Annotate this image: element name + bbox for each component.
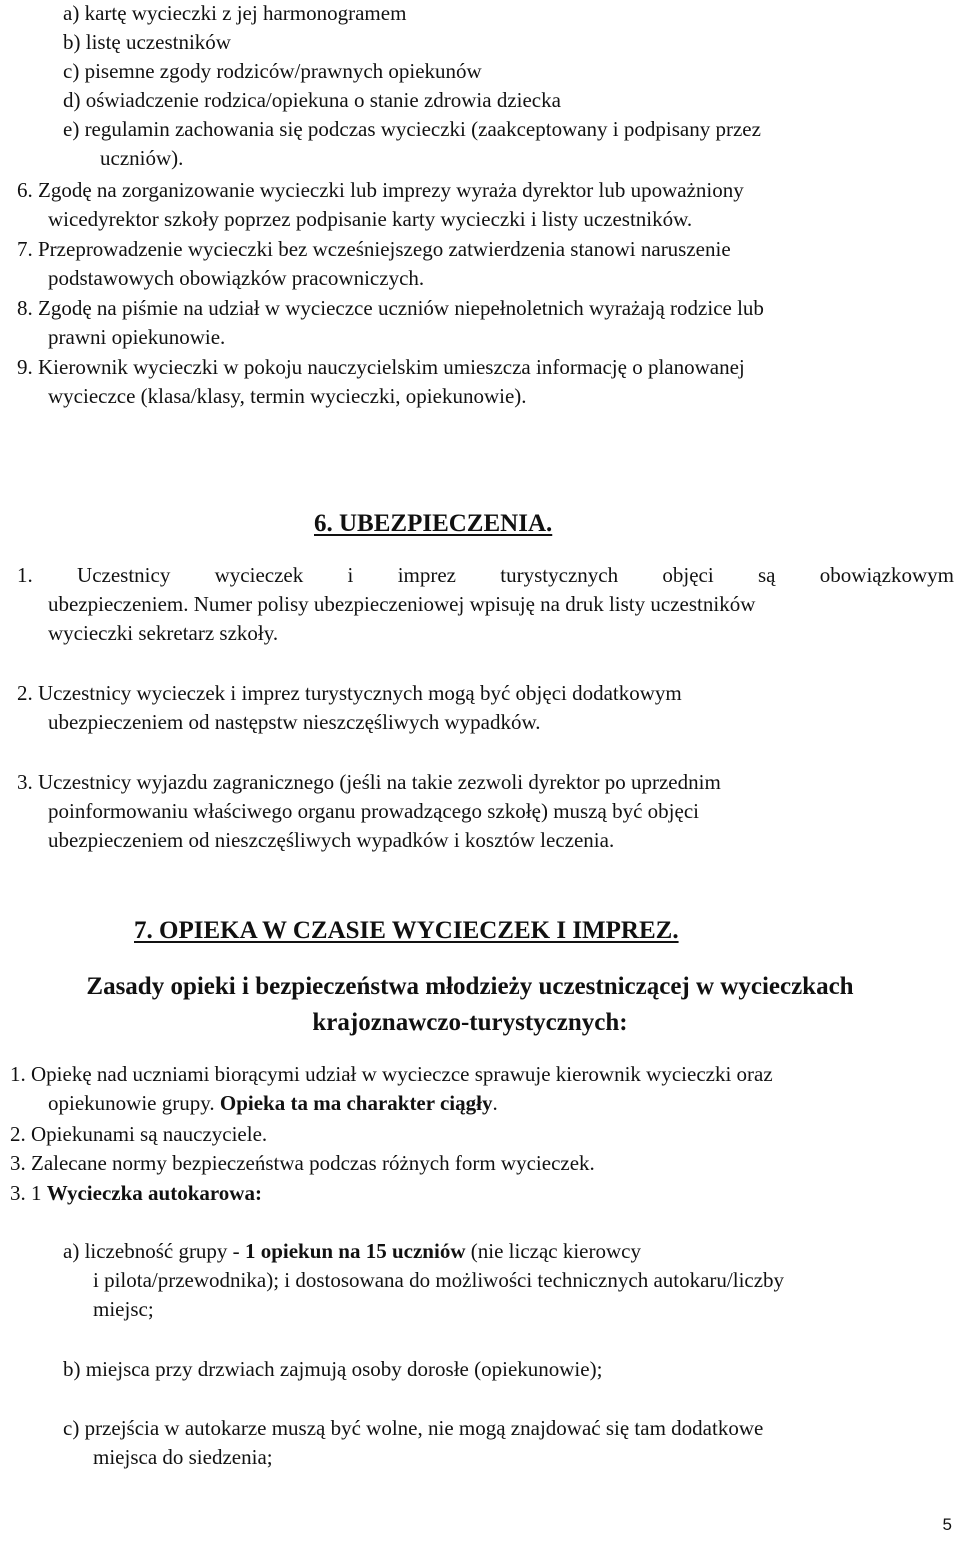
bus-rule-b: b) miejsca przy drzwiach zajmują osoby dorosłe (opiekunowie); bbox=[63, 1357, 603, 1381]
insurance-paragraph-2: 2. Uczestnicy wycieczek i imprez turystycznych mogą być objęci dodatkowym bbox=[17, 681, 682, 705]
paragraph-8-cont: prawni opiekunowie. bbox=[48, 325, 226, 349]
paragraph-9-cont: wycieczce (klasa/klasy, termin wycieczki, opiekunowie). bbox=[48, 384, 527, 408]
care-paragraph-3-1: 3. 1 Wycieczka autokarowa: bbox=[10, 1181, 262, 1205]
list-item-a: a) kartę wycieczki z jej harmonogramem bbox=[63, 1, 407, 25]
care-paragraph-1-cont: opiekunowie grupy. Opieka ta ma charakter ciągły. bbox=[48, 1091, 498, 1115]
subheading-line-2: krajoznawczo-turystycznych: bbox=[312, 1009, 628, 1036]
bus-rule-c-cont: miejsca do siedzenia; bbox=[93, 1445, 273, 1469]
paragraph-7: 7. Przeprowadzenie wycieczki bez wcześniejszego zatwierdzenia stanowi naruszenie bbox=[17, 237, 731, 261]
paragraph-6-cont: wicedyrektor szkoły poprzez podpisanie karty wycieczki i listy uczestników. bbox=[48, 207, 693, 231]
list-item-c: c) pisemne zgody rodziców/prawnych opiekunów bbox=[63, 59, 482, 83]
list-item-d: d) oświadczenie rodzica/opiekuna o stanie zdrowia dziecka bbox=[63, 88, 561, 112]
bus-rule-c: c) przejścia w autokarze muszą być wolne, nie mogą znajdować się tam dodatkowe bbox=[63, 1416, 764, 1440]
insurance-paragraph-1-cont2: wycieczki sekretarz szkoły. bbox=[48, 621, 279, 645]
paragraph-7-cont: podstawowych obowiązków pracowniczych. bbox=[48, 266, 425, 290]
section-heading-care: 7. OPIEKA W CZASIE WYCIECZEK I IMPREZ. bbox=[134, 917, 679, 944]
bus-rule-a: a) liczebność grupy - 1 opiekun na 15 uczniów (nie licząc kierowcy bbox=[63, 1239, 641, 1263]
list-item-b: b) listę uczestników bbox=[63, 30, 231, 54]
insurance-paragraph-3: 3. Uczestnicy wyjazdu zagranicznego (jeśli na takie zezwoli dyrektor po uprzednim bbox=[17, 770, 721, 794]
insurance-paragraph-2-cont: ubezpieczeniem od następstw nieszczęśliwych wypadków. bbox=[48, 710, 541, 734]
care-paragraph-2: 2. Opiekunami są nauczyciele. bbox=[10, 1122, 268, 1146]
paragraph-8: 8. Zgodę na piśmie na udział w wycieczce uczniów niepełnoletnich wyrażają rodzice lub bbox=[17, 296, 764, 320]
section-heading-insurance: 6. UBEZPIECZENIA. bbox=[314, 510, 553, 537]
list-item-e: e) regulamin zachowania się podczas wycieczki (zaakceptowany i podpisany przez bbox=[63, 117, 761, 141]
paragraph-6: 6. Zgodę na zorganizowanie wycieczki lub imprezy wyraża dyrektor lub upoważniony bbox=[17, 178, 744, 202]
insurance-paragraph-3-cont: poinformowaniu właściwego organu prowadzącego szkołę) muszą być objęci bbox=[48, 799, 699, 823]
bus-rule-a-cont2: miejsc; bbox=[93, 1297, 154, 1321]
bus-rule-a-cont: i pilota/przewodnika); i dostosowana do możliwości technicznych autokaru/liczby bbox=[93, 1268, 785, 1292]
insurance-paragraph-1: 1. Uczestnicy wycieczek i imprez turystycznych objęci są obowiązkowym bbox=[17, 563, 954, 587]
page-number: 5 bbox=[942, 1515, 952, 1534]
insurance-paragraph-1-cont: ubezpieczeniem. Numer polisy ubezpieczeniowej wpisuję na druk listy uczestników bbox=[48, 592, 756, 616]
care-paragraph-3: 3. Zalecane normy bezpieczeństwa podczas różnych form wycieczek. bbox=[10, 1151, 595, 1175]
list-item-e-cont: uczniów). bbox=[100, 146, 184, 170]
subheading-line-1: Zasady opieki i bezpieczeństwa młodzieży uczestniczącej w wycieczkach bbox=[86, 973, 854, 1000]
paragraph-9: 9. Kierownik wycieczki w pokoju nauczycielskim umieszcza informację o planowanej bbox=[17, 355, 745, 379]
insurance-paragraph-3-cont2: ubezpieczeniem od nieszczęśliwych wypadków i kosztów leczenia. bbox=[48, 828, 615, 852]
care-paragraph-1: 1. Opiekę nad uczniami biorącymi udział w wycieczce sprawuje kierownik wycieczki oraz bbox=[10, 1062, 773, 1086]
